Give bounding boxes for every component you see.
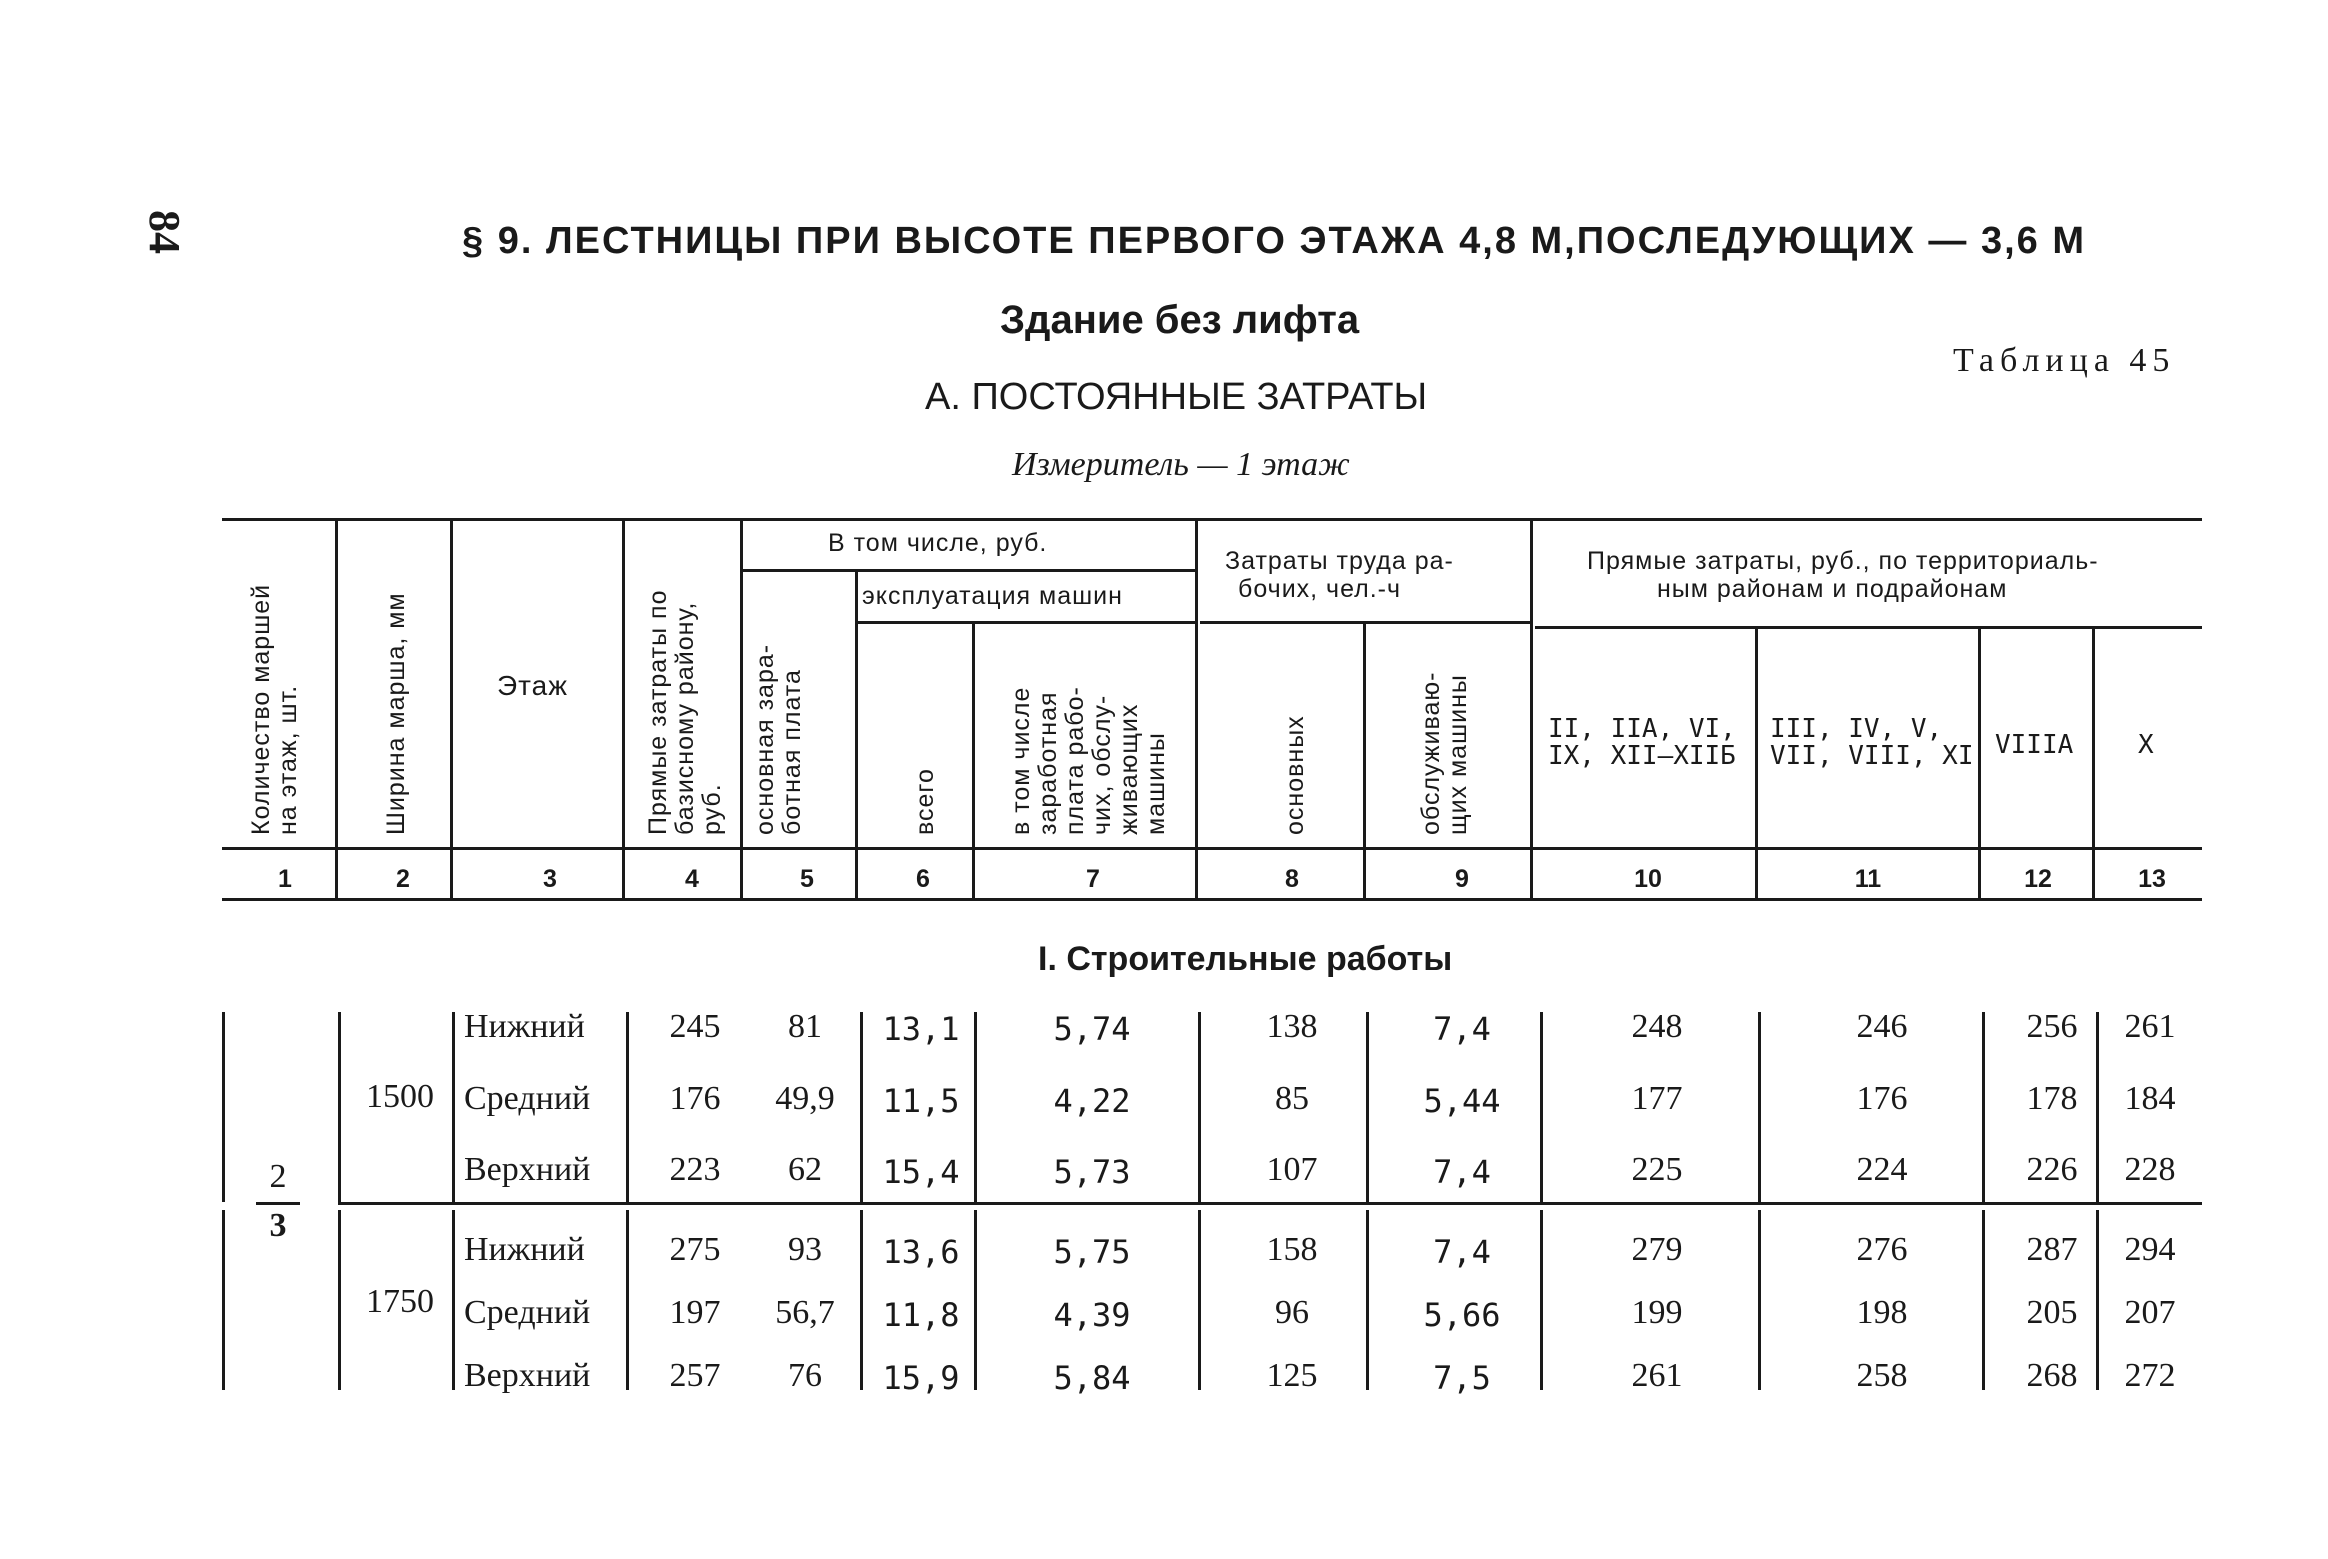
table-cell: 245: [669, 1008, 721, 1045]
table-cell: 11,5: [882, 1082, 960, 1120]
part-title: А. ПОСТОЯННЫЕ ЗАТРАТЫ: [925, 376, 1428, 418]
header-divider: [1978, 628, 1981, 898]
header-bottom-rule: [222, 847, 2202, 850]
header-regions-line1: Прямые затраты, руб., по территориаль-: [1587, 547, 2099, 575]
header-labor-machines: обслуживаю- щих машины: [1417, 671, 1472, 835]
body-divider: [2096, 1210, 2099, 1390]
table-cell: 261: [1631, 1357, 1683, 1394]
header-regions-line2: ным районам и подрайонам: [1657, 575, 2008, 603]
table-cell: 7,5: [1433, 1359, 1491, 1397]
table-cell: 11,8: [882, 1296, 960, 1334]
table-cell: 56,7: [775, 1294, 835, 1331]
column-number: 8: [1285, 865, 1299, 893]
header-base-wage: основная зара- ботная плата: [751, 643, 806, 835]
column-number: 6: [916, 865, 930, 893]
table-cell: 226: [2026, 1151, 2078, 1188]
table-cell: 184: [2124, 1080, 2176, 1117]
header-divider: [1530, 520, 1533, 898]
floor-label: Нижний: [464, 1008, 585, 1045]
table-cell: 5,84: [1053, 1359, 1131, 1397]
header-group-in-total: В том числе, руб.: [828, 529, 1048, 557]
body-divider: [1198, 1210, 1201, 1390]
table-cell: 223: [669, 1151, 721, 1188]
table-cell: 272: [2124, 1357, 2176, 1394]
column-number-rule: [222, 898, 2202, 901]
body-divider: [1758, 1210, 1761, 1390]
marches-count-bottom: 3: [269, 1207, 287, 1244]
table-cell: 256: [2026, 1008, 2078, 1045]
table-cell: 85: [1275, 1080, 1309, 1117]
table-cell: 5,44: [1423, 1082, 1501, 1120]
body-divider: [222, 1012, 225, 1202]
march-width-value: 1750: [366, 1283, 434, 1320]
header-marches-count: Количество маршей на этаж, шт.: [247, 583, 302, 835]
table-cell: 15,9: [882, 1359, 960, 1397]
table-cell: 7,4: [1433, 1010, 1491, 1048]
header-divider: [1363, 624, 1366, 898]
table-top-rule: [222, 518, 2202, 521]
header-region-col10-line2: IX, XII—XIIБ: [1548, 741, 1736, 771]
header-region-col11-line1: III, IV, V,: [1770, 714, 1943, 744]
floor-label: Средний: [464, 1080, 591, 1117]
body-divider: [1540, 1210, 1543, 1390]
table-cell: 225: [1631, 1151, 1683, 1188]
subtitle: Здание без лифта: [1000, 298, 1360, 342]
table-cell: 5,66: [1423, 1296, 1501, 1334]
table-cell: 107: [1266, 1151, 1318, 1188]
table-cell: 197: [669, 1294, 721, 1331]
table-cell: 198: [1856, 1294, 1908, 1331]
table-cell: 5,75: [1053, 1233, 1131, 1271]
body-divider: [974, 1210, 977, 1390]
column-number: 5: [800, 865, 814, 893]
column-number: 7: [1086, 865, 1100, 893]
table-cell: 248: [1631, 1008, 1683, 1045]
table-cell: 228: [2124, 1151, 2176, 1188]
floor-label: Верхний: [464, 1357, 591, 1394]
measurement-unit: Измеритель — 1 этаж: [1012, 446, 1350, 483]
column-number: 3: [543, 865, 557, 893]
body-divider: [338, 1210, 341, 1390]
body-divider: [452, 1210, 455, 1390]
body-divider: [338, 1012, 341, 1202]
floor-label: Нижний: [464, 1231, 585, 1268]
column-number: 12: [2024, 865, 2052, 893]
body-divider: [1198, 1012, 1201, 1202]
header-floor: Этаж: [497, 670, 568, 701]
body-divider: [222, 1210, 225, 1390]
table-cell: 224: [1856, 1151, 1908, 1188]
table-cell: 7,4: [1433, 1153, 1491, 1191]
group-rule-in-total: [740, 569, 1195, 572]
section-heading: I. Строительные работы: [1038, 940, 1453, 978]
page-number: 84: [140, 210, 189, 254]
body-divider: [626, 1012, 629, 1202]
column-number: 9: [1455, 865, 1469, 893]
table-cell: 125: [1266, 1357, 1318, 1394]
group-rule-regions: [1535, 626, 2202, 629]
table-cell: 49,9: [775, 1080, 835, 1117]
header-machines-wage: в том числе заработная плата рабо- чих, обслу- живающих машины: [1007, 686, 1170, 835]
table-number: Таблица 45: [1953, 342, 2176, 379]
table-cell: 138: [1266, 1008, 1318, 1045]
header-direct-costs-base: Прямые затраты по базисному району, руб.: [644, 589, 726, 835]
body-divider: [860, 1210, 863, 1390]
header-region-col11-line2: VII, VIII, XI: [1770, 741, 1974, 771]
table-cell: 5,73: [1053, 1153, 1131, 1191]
table-cell: 4,22: [1053, 1082, 1131, 1120]
header-labor-line2: бочих, чел.-ч: [1238, 575, 1402, 603]
column-number: 10: [1634, 865, 1662, 893]
body-divider: [860, 1012, 863, 1202]
table-cell: 276: [1856, 1231, 1908, 1268]
group-rule-machines: [855, 621, 1195, 624]
header-divider: [450, 520, 453, 898]
table-cell: 4,39: [1053, 1296, 1131, 1334]
table-cell: 96: [1275, 1294, 1309, 1331]
march-width-value: 1500: [366, 1078, 434, 1115]
floor-label: Верхний: [464, 1151, 591, 1188]
table-cell: 176: [669, 1080, 721, 1117]
table-cell: 15,4: [882, 1153, 960, 1191]
column-number: 2: [396, 865, 410, 893]
table-cell: 7,4: [1433, 1233, 1491, 1271]
header-divider: [622, 520, 625, 898]
body-divider: [1366, 1210, 1369, 1390]
header-divider: [740, 520, 743, 898]
body-divider: [2096, 1012, 2099, 1202]
table-cell: 205: [2026, 1294, 2078, 1331]
table-cell: 257: [669, 1357, 721, 1394]
marches-count-top: 2: [269, 1158, 287, 1195]
header-divider: [335, 520, 338, 898]
table-cell: 93: [788, 1231, 822, 1268]
table-cell: 5,74: [1053, 1010, 1131, 1048]
table-cell: 158: [1266, 1231, 1318, 1268]
table-cell: 62: [788, 1151, 822, 1188]
table-cell: 261: [2124, 1008, 2176, 1045]
header-machines-total: всего: [911, 768, 939, 835]
body-divider: [1982, 1210, 1985, 1390]
header-divider: [1755, 628, 1758, 898]
body-divider: [626, 1210, 629, 1390]
column-number: 1: [278, 865, 292, 893]
body-divider: [1366, 1012, 1369, 1202]
table-cell: 81: [788, 1008, 822, 1045]
table-cell: 294: [2124, 1231, 2176, 1268]
table-cell: 13,6: [882, 1233, 960, 1271]
header-region-col12: VIIIA: [1995, 730, 2074, 760]
header-labor-main: основных: [1281, 715, 1309, 835]
table-cell: 246: [1856, 1008, 1908, 1045]
section-title: § 9. ЛЕСТНИЦЫ ПРИ ВЫСОТЕ ПЕРВОГО ЭТАЖА 4,8 М,ПОСЛЕДУЮЩИХ — 3,6 М: [462, 220, 2086, 262]
header-region-col10-line1: II, IIA, VI,: [1548, 714, 1736, 744]
table-cell: 279: [1631, 1231, 1683, 1268]
column-number: 11: [1854, 865, 1882, 893]
header-divider: [855, 569, 858, 898]
header-group-machines: эксплуатация машин: [862, 582, 1123, 610]
body-divider: [1758, 1012, 1761, 1202]
floor-label: Средний: [464, 1294, 591, 1331]
group-separator-rule: [338, 1202, 2202, 1205]
table-cell: 207: [2124, 1294, 2176, 1331]
header-labor-line1: Затраты труда ра-: [1225, 547, 1454, 575]
table-cell: 287: [2026, 1231, 2078, 1268]
table-cell: 177: [1631, 1080, 1683, 1117]
header-divider: [2092, 628, 2095, 898]
table-cell: 178: [2026, 1080, 2078, 1117]
table-cell: 268: [2026, 1357, 2078, 1394]
table-cell: 275: [669, 1231, 721, 1268]
header-region-col13: X: [2138, 730, 2154, 760]
table-cell: 76: [788, 1357, 822, 1394]
column-number: 13: [2138, 865, 2166, 893]
table-cell: 199: [1631, 1294, 1683, 1331]
header-divider: [1195, 520, 1198, 898]
fraction-bar: [256, 1202, 300, 1205]
table-cell: 176: [1856, 1080, 1908, 1117]
column-number: 4: [685, 865, 699, 893]
body-divider: [974, 1012, 977, 1202]
body-divider: [1540, 1012, 1543, 1202]
body-divider: [1982, 1012, 1985, 1202]
header-divider: [972, 624, 975, 898]
table-cell: 258: [1856, 1357, 1908, 1394]
body-divider: [452, 1012, 455, 1202]
table-cell: 13,1: [882, 1010, 960, 1048]
header-march-width: Ширина марша, мм: [382, 592, 410, 835]
